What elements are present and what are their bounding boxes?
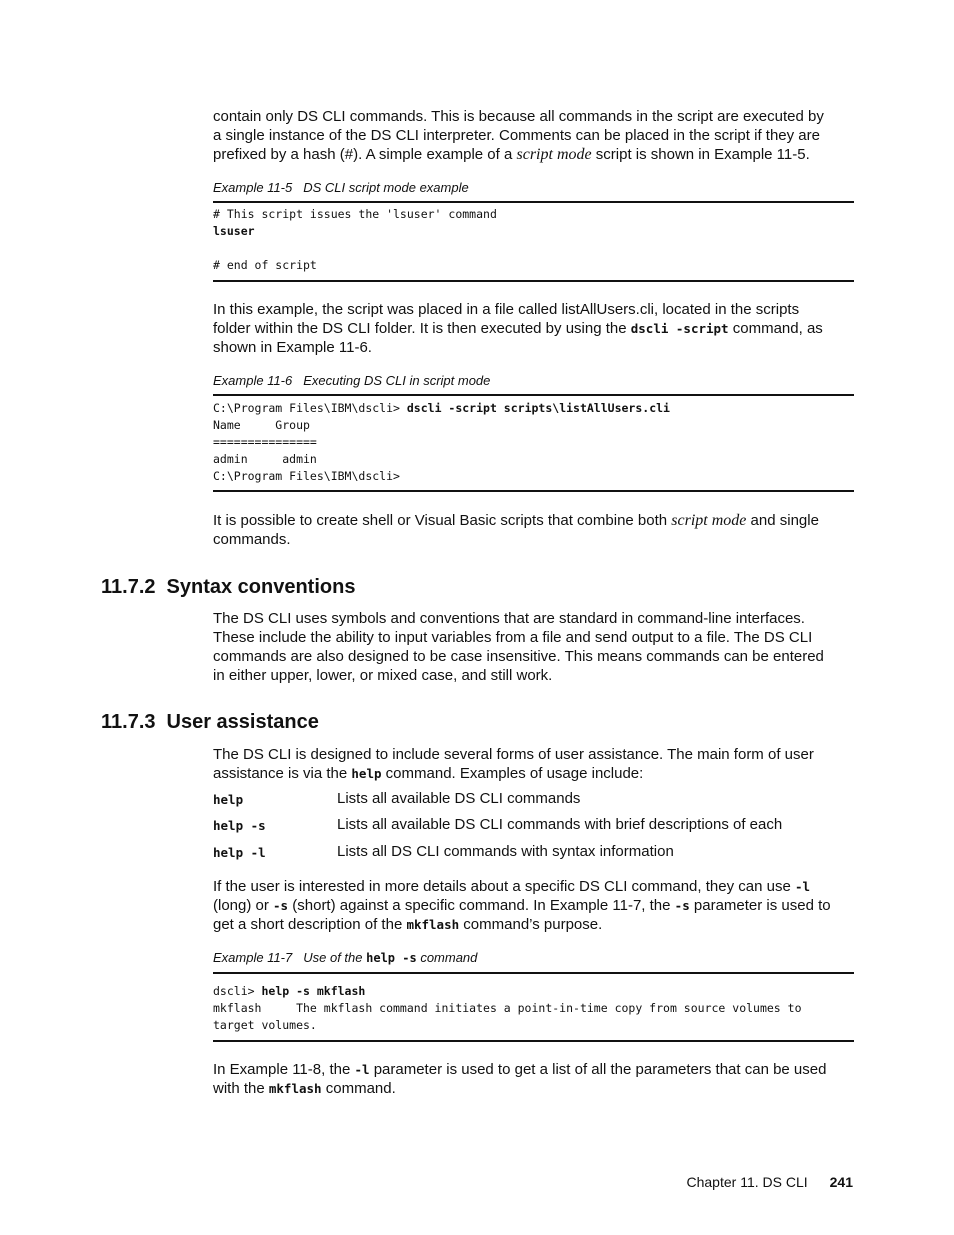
text-span: command. <box>321 1080 396 1097</box>
inline-code: mkflash <box>406 917 460 932</box>
example-title: Executing DS CLI in script mode <box>303 373 491 388</box>
text-line <box>213 1060 826 1079</box>
definition-description: Lists all available DS CLI commands <box>337 790 581 807</box>
definition-term: help -s <box>213 818 266 833</box>
text-span: folder within the DS CLI folder. It is then executed by using the <box>213 320 631 337</box>
emphasis-text: script mode <box>671 512 747 529</box>
code-prompt: C:\Program Files\IBM\dscli> <box>213 401 407 415</box>
section-title: User assistance <box>166 711 319 733</box>
bottom-rule <box>213 490 854 492</box>
code-line-command: lsuser <box>213 224 255 238</box>
code-line: admin admin <box>213 452 317 466</box>
top-rule <box>213 201 854 203</box>
text-span: with the <box>213 1080 269 1097</box>
section-title: Syntax conventions <box>166 576 356 598</box>
text-line <box>213 319 823 338</box>
definition-description: Lists all DS CLI commands with syntax information <box>337 843 674 860</box>
example-caption <box>213 373 490 388</box>
text-span: command’s purpose. <box>459 916 603 933</box>
section-number: 11.7.2 <box>101 576 156 598</box>
inline-code: -l <box>794 879 811 894</box>
section-heading <box>101 576 355 599</box>
chapter-label: Chapter 11. DS CLI <box>686 1174 808 1190</box>
text-line <box>213 511 819 530</box>
inline-code: -s <box>674 898 690 913</box>
example-title: DS CLI script mode example <box>303 180 469 195</box>
text-line: The DS CLI is designed to include several forms of user assistance. The main form of user <box>213 746 814 763</box>
text-span: and single <box>746 512 819 529</box>
definition-description: Lists all available DS CLI commands with brief descriptions of each <box>337 816 783 833</box>
code-block <box>213 400 670 485</box>
paragraph <box>213 300 823 357</box>
code-line: # end of script <box>213 258 317 272</box>
example-caption <box>213 180 469 195</box>
inline-code: mkflash <box>268 1081 322 1096</box>
text-span: parameter is used to <box>689 897 831 914</box>
text-span: It is possible to create shell or Visual Basic scripts that combine both <box>213 512 672 529</box>
example-title: command <box>416 950 478 965</box>
definition-term: help <box>213 792 244 807</box>
bottom-rule <box>213 1040 854 1042</box>
code-block <box>213 983 802 1034</box>
text-line: contain only DS CLI commands. This is because all commands in the script are executed by <box>213 108 824 125</box>
text-span: In Example 11-8, the <box>213 1061 355 1078</box>
code-line: # This script issues the 'lsuser' command <box>213 207 497 221</box>
page-footer <box>687 1174 854 1190</box>
example-number: Example 11-7 <box>213 950 293 965</box>
emphasis-text: script mode <box>516 146 592 163</box>
example-title: Use of the <box>303 950 367 965</box>
inline-code: -s <box>273 898 289 913</box>
text-line: a single instance of the DS CLI interpreter. Comments can be placed in the script if they are <box>213 127 820 144</box>
inline-code: help <box>351 766 382 781</box>
code-command: help -s mkflash <box>261 984 366 998</box>
section-heading <box>101 711 319 734</box>
text-line <box>213 764 814 783</box>
top-rule <box>213 394 854 396</box>
intro-paragraph <box>213 107 824 164</box>
text-line: commands. <box>213 531 291 548</box>
code-line: Name Group <box>213 418 310 432</box>
text-span: (short) against a specific command. In Example 11-7, the <box>288 897 675 914</box>
text-span: (long) or <box>213 897 274 914</box>
paragraph <box>213 511 819 549</box>
text-line: In this example, the script was placed in a file called listAllUsers.cli, located in the scripts <box>213 301 800 318</box>
code-prompt: dscli> <box>213 984 262 998</box>
text-span: parameter is used to get a list of all the parameters that can be used <box>369 1061 827 1078</box>
code-line: mkflash The mkflash command initiates a point-in-time copy from source volumes to <box>213 1001 802 1015</box>
example-number: Example 11-5 <box>213 180 293 195</box>
code-line: target volumes. <box>213 1018 317 1032</box>
top-rule <box>213 972 854 974</box>
text-line <box>213 1079 826 1098</box>
code-command: dscli -script scripts\listAllUsers.cli <box>406 401 670 415</box>
inline-code: help -s <box>366 951 417 965</box>
text-line <box>213 145 824 164</box>
definition-term: help -l <box>213 845 266 860</box>
code-line: C:\Program Files\IBM\dscli> <box>213 469 400 483</box>
page-number: 241 <box>829 1174 853 1190</box>
text-span: command, as <box>728 320 823 337</box>
text-span: script is shown in Example 11-5. <box>591 146 810 163</box>
paragraph <box>213 745 814 783</box>
inline-code: dscli -script <box>630 321 729 336</box>
code-line: =============== <box>213 435 317 449</box>
text-line: shown in Example 11-6. <box>213 339 372 356</box>
text-line: in either upper, lower, or mixed case, and still work. <box>213 667 553 684</box>
code-block <box>213 206 497 274</box>
text-line <box>213 915 831 934</box>
text-span: get a short description of the <box>213 916 407 933</box>
paragraph <box>213 877 831 934</box>
text-span: assistance is via the <box>213 765 352 782</box>
text-span: If the user is interested in more details about a specific DS CLI command, they can use <box>213 878 795 895</box>
text-line <box>213 877 831 896</box>
text-line: These include the ability to input variables from a file and send output to a file. The DS CLI <box>213 629 813 646</box>
bottom-rule <box>213 280 854 282</box>
inline-code: -l <box>354 1062 370 1077</box>
example-caption <box>213 950 477 965</box>
text-span: command. Examples of usage include: <box>381 765 644 782</box>
paragraph <box>213 609 824 685</box>
text-line <box>213 896 831 915</box>
text-span: prefixed by a hash (#). A simple example of a <box>213 146 517 163</box>
paragraph <box>213 1060 826 1098</box>
example-number: Example 11-6 <box>213 373 293 388</box>
text-line: The DS CLI uses symbols and conventions that are standard in command-line interfaces. <box>213 610 805 627</box>
text-line: commands are also designed to be case insensitive. This means commands can be entered <box>213 648 824 665</box>
section-number: 11.7.3 <box>101 711 156 733</box>
